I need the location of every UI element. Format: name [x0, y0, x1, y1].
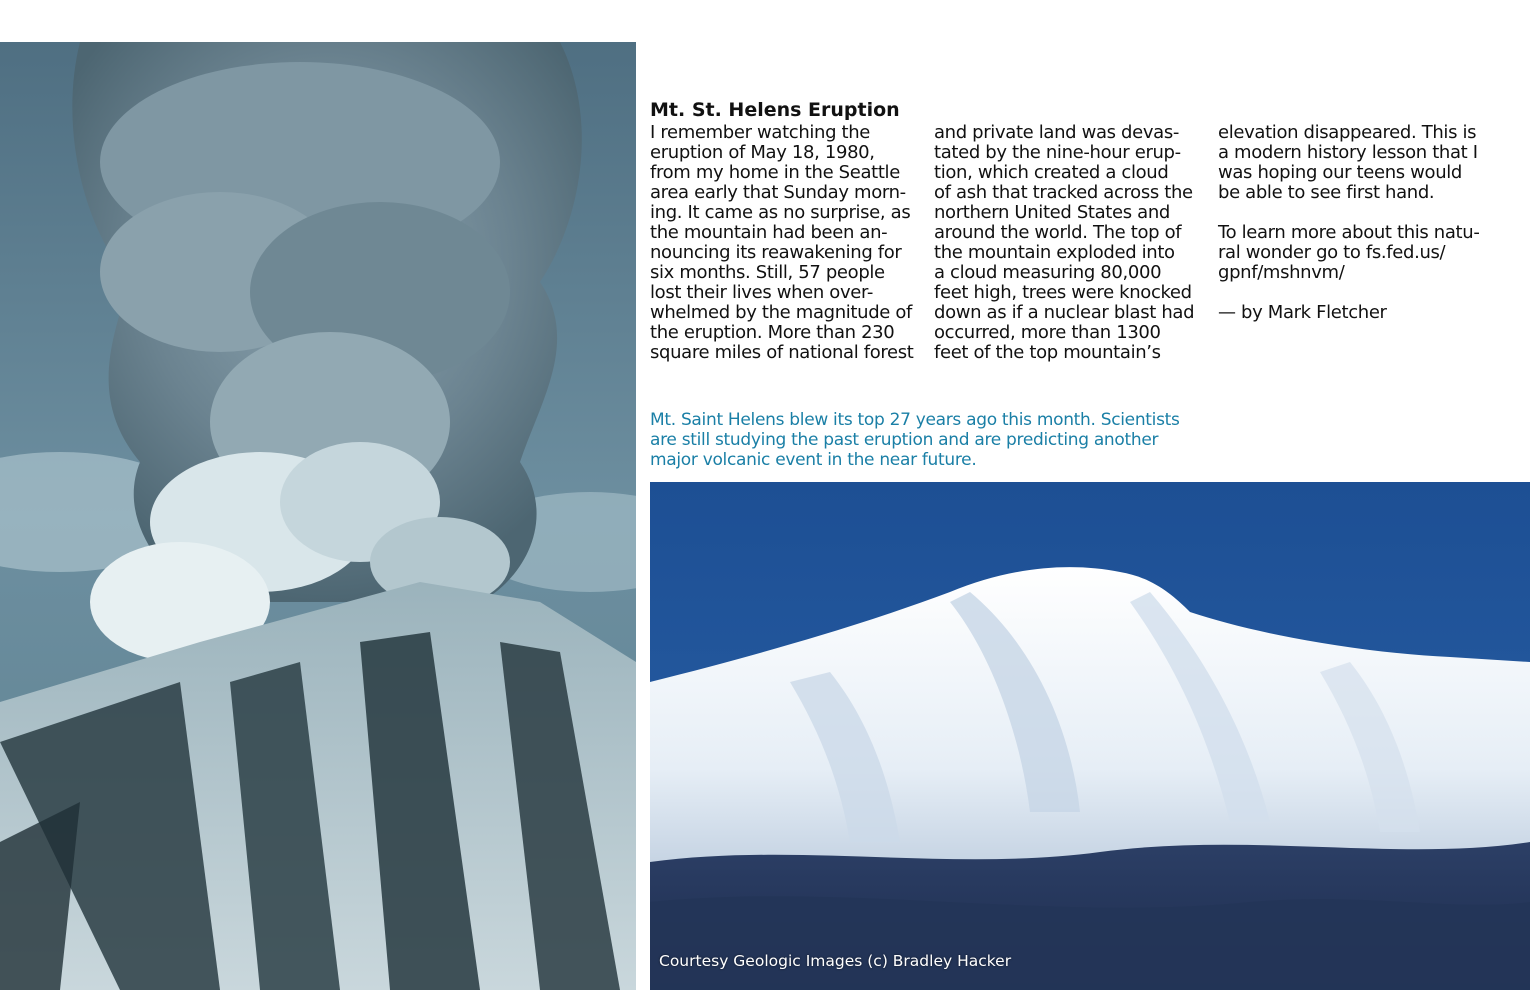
- article-text-line: elevation disappeared. This is: [1218, 122, 1477, 143]
- article-text-line: lost their lives when over-: [650, 282, 874, 303]
- article-text-line: — by Mark Fletcher: [1218, 302, 1387, 323]
- article-text-line: feet of the top mountain’s: [934, 342, 1161, 363]
- article-column-3: [1218, 123, 1508, 323]
- article-text-line: from my home in the Seattle: [650, 162, 900, 183]
- article-title: Mt. St. Helens Eruption: [650, 99, 900, 121]
- photo-credit: Courtesy Geologic Images (c) Bradley Hacker: [659, 952, 1012, 970]
- paragraph-gap: [1218, 203, 1508, 223]
- article-text-line: To learn more about this natu-: [1218, 222, 1480, 243]
- article-column-1: [650, 123, 922, 363]
- article-text-line: gpnf/mshnvm/: [1218, 262, 1345, 283]
- caption-line: major volcanic event in the near future.: [650, 450, 977, 470]
- article-text-line: area early that Sunday morn-: [650, 182, 906, 203]
- article-text-line: the eruption. More than 230: [650, 322, 895, 343]
- article-text-line: northern United States and: [934, 202, 1170, 223]
- article-text-line: tated by the nine-hour erup-: [934, 142, 1181, 163]
- article-text-line: around the world. The top of: [934, 222, 1182, 243]
- article-text-line: I remember watching the: [650, 122, 871, 143]
- snow-covered-mountain-image: [650, 482, 1530, 990]
- article-text-line: eruption of May 18, 1980,: [650, 142, 875, 163]
- article-text-line: feet high, trees were knocked: [934, 282, 1192, 303]
- caption-line: Mt. Saint Helens blew its top 27 years ago this month. Scientists: [650, 410, 1180, 430]
- article-text-line: tion, which created a cloud: [934, 162, 1169, 183]
- caption-line: are still studying the past eruption and are predicting another: [650, 430, 1159, 450]
- article-text-line: of ash that tracked across the: [934, 182, 1193, 203]
- article-text-line: be able to see first hand.: [1218, 182, 1435, 203]
- article-text-line: whelmed by the magnitude of: [650, 302, 913, 323]
- article-column-2: [934, 123, 1206, 363]
- article-text-line: occurred, more than 1300: [934, 322, 1161, 343]
- photo-caption: [650, 410, 1210, 470]
- volcano-eruption-image: [0, 42, 636, 990]
- article-text-line: the mountain exploded into: [934, 242, 1175, 263]
- article-text-line: and private land was devas-: [934, 122, 1179, 143]
- article-text-line: ing. It came as no surprise, as: [650, 202, 911, 223]
- article-text-line: six months. Still, 57 people: [650, 262, 885, 283]
- article-text-line: nouncing its reawakening for: [650, 242, 902, 263]
- article-text-line: was hoping our teens would: [1218, 162, 1462, 183]
- article-text-line: a modern history lesson that I: [1218, 142, 1478, 163]
- paragraph-gap: [1218, 283, 1508, 303]
- article-text-line: the mountain had been an-: [650, 222, 888, 243]
- article-text-line: down as if a nuclear blast had: [934, 302, 1195, 323]
- article-text-line: a cloud measuring 80,000: [934, 262, 1162, 283]
- article-text-line: square miles of national forest: [650, 342, 914, 363]
- article-text-line: ral wonder go to fs.fed.us/: [1218, 242, 1446, 263]
